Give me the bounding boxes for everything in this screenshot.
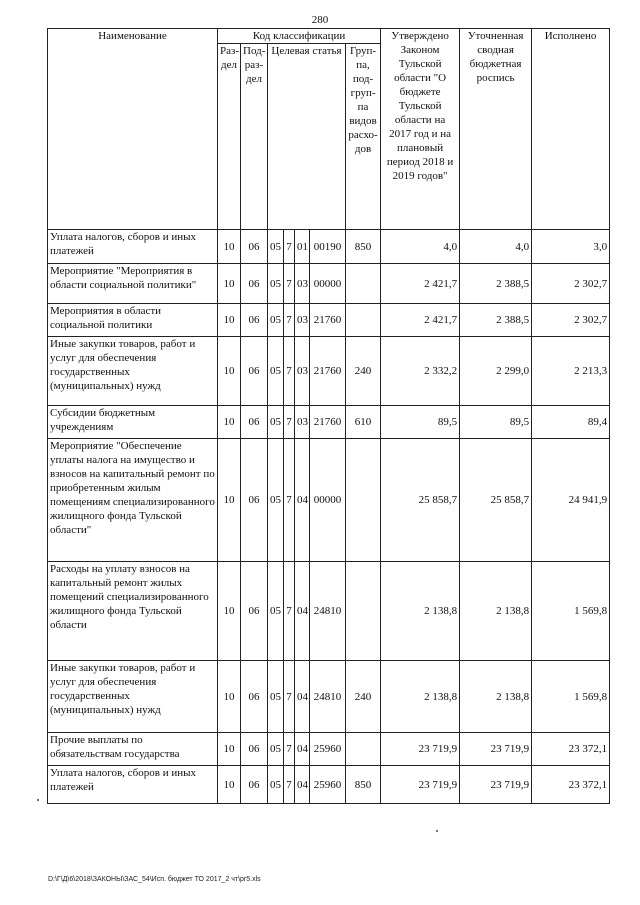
row-approved: 25 858,7 <box>381 439 460 562</box>
row-target-program: 05 <box>268 304 284 337</box>
header-target-item: Целевая статья <box>268 44 346 230</box>
row-executed: 1 569,8 <box>532 661 610 733</box>
row-subsection: 06 <box>241 304 268 337</box>
row-target-event: 03 <box>295 304 310 337</box>
row-target-type: 7 <box>284 337 295 406</box>
row-target-program: 05 <box>268 439 284 562</box>
row-subsection: 06 <box>241 439 268 562</box>
row-target-type: 7 <box>284 733 295 766</box>
row-target-direction: 21760 <box>310 337 346 406</box>
row-executed: 2 302,7 <box>532 264 610 304</box>
row-name: Мероприятие "Обеспечение уплаты налога на имущество и взносов на капитальный ремонт по приобретенным жилым помещениям специализированного жилищного фонда Тульской области" <box>48 439 218 562</box>
row-executed: 23 372,1 <box>532 733 610 766</box>
header-section: Раз-дел <box>218 44 241 230</box>
row-refined: 2 299,0 <box>460 337 532 406</box>
table-row <box>48 439 610 562</box>
header-name: Наименование <box>48 29 218 230</box>
row-section: 10 <box>218 230 241 264</box>
row-approved: 2 421,7 <box>381 304 460 337</box>
header-refined: Уточненная сводная бюджетная роспись <box>460 29 532 230</box>
scan-mark <box>37 799 39 801</box>
table-row <box>48 406 610 439</box>
header-expense-group: Груп-па, под-груп-па видов расхо-дов <box>346 44 381 230</box>
row-expense-group: 850 <box>346 766 381 804</box>
table-row <box>48 304 610 337</box>
row-subsection: 06 <box>241 230 268 264</box>
row-section: 10 <box>218 733 241 766</box>
header-subsection: Под-раз-дел <box>241 44 268 230</box>
row-subsection: 06 <box>241 733 268 766</box>
row-target-type: 7 <box>284 439 295 562</box>
row-refined: 2 388,5 <box>460 304 532 337</box>
row-target-program: 05 <box>268 264 284 304</box>
row-section: 10 <box>218 264 241 304</box>
row-target-event: 04 <box>295 439 310 562</box>
row-refined: 23 719,9 <box>460 733 532 766</box>
row-name: Иные закупки товаров, работ и услуг для обеспечения государственных (муниципальных) нужд <box>48 661 218 733</box>
row-section: 10 <box>218 766 241 804</box>
row-name: Иные закупки товаров, работ и услуг для обеспечения государственных (муниципальных) нужд <box>48 337 218 406</box>
row-target-direction: 00190 <box>310 230 346 264</box>
row-target-direction: 24810 <box>310 562 346 661</box>
row-target-program: 05 <box>268 337 284 406</box>
row-name: Мероприятия в области социальной политики <box>48 304 218 337</box>
row-target-type: 7 <box>284 562 295 661</box>
row-approved: 2 421,7 <box>381 264 460 304</box>
row-target-event: 03 <box>295 406 310 439</box>
row-section: 10 <box>218 337 241 406</box>
row-executed: 2 213,3 <box>532 337 610 406</box>
row-refined: 2 138,8 <box>460 562 532 661</box>
row-approved: 4,0 <box>381 230 460 264</box>
row-section: 10 <box>218 439 241 562</box>
table-row <box>48 661 610 733</box>
row-expense-group: 240 <box>346 337 381 406</box>
row-refined: 25 858,7 <box>460 439 532 562</box>
row-executed: 89,4 <box>532 406 610 439</box>
row-subsection: 06 <box>241 661 268 733</box>
row-subsection: 06 <box>241 766 268 804</box>
table-row <box>48 337 610 406</box>
row-expense-group: 610 <box>346 406 381 439</box>
row-expense-group <box>346 562 381 661</box>
row-target-direction: 21760 <box>310 406 346 439</box>
row-target-event: 04 <box>295 733 310 766</box>
row-target-program: 05 <box>268 562 284 661</box>
row-subsection: 06 <box>241 264 268 304</box>
row-approved: 23 719,9 <box>381 766 460 804</box>
row-target-type: 7 <box>284 661 295 733</box>
row-name: Субсидии бюджетным учреждениям <box>48 406 218 439</box>
row-name: Уплата налогов, сборов и иных платежей <box>48 230 218 264</box>
row-approved: 2 138,8 <box>381 661 460 733</box>
header-row-top <box>48 29 610 44</box>
row-target-event: 04 <box>295 661 310 733</box>
header-classification: Код классификации <box>218 29 381 44</box>
row-expense-group <box>346 733 381 766</box>
row-target-program: 05 <box>268 406 284 439</box>
row-executed: 1 569,8 <box>532 562 610 661</box>
row-target-direction: 00000 <box>310 264 346 304</box>
row-refined: 23 719,9 <box>460 766 532 804</box>
table-row <box>48 264 610 304</box>
row-expense-group: 240 <box>346 661 381 733</box>
row-target-direction: 25960 <box>310 766 346 804</box>
row-expense-group <box>346 439 381 562</box>
row-approved: 23 719,9 <box>381 733 460 766</box>
row-subsection: 06 <box>241 562 268 661</box>
row-refined: 89,5 <box>460 406 532 439</box>
row-section: 10 <box>218 406 241 439</box>
row-target-type: 7 <box>284 304 295 337</box>
row-target-direction: 24810 <box>310 661 346 733</box>
row-section: 10 <box>218 562 241 661</box>
row-subsection: 06 <box>241 337 268 406</box>
header-approved: Утверждено Законом Тульской области "О бюджете Тульской области на 2017 год и на плановый период 2018 и 2019 годов" <box>381 29 460 230</box>
row-section: 10 <box>218 661 241 733</box>
row-target-program: 05 <box>268 733 284 766</box>
row-approved: 2 138,8 <box>381 562 460 661</box>
row-target-program: 05 <box>268 230 284 264</box>
row-refined: 2 138,8 <box>460 661 532 733</box>
scan-mark <box>436 830 438 832</box>
table-row <box>48 766 610 804</box>
row-target-direction: 00000 <box>310 439 346 562</box>
budget-execution-table <box>47 28 610 804</box>
row-name: Прочие выплаты по обязательствам государства <box>48 733 218 766</box>
row-target-type: 7 <box>284 766 295 804</box>
row-name: Уплата налогов, сборов и иных платежей <box>48 766 218 804</box>
row-expense-group <box>346 264 381 304</box>
row-target-program: 05 <box>268 661 284 733</box>
footer-file-path: D:\Г\Д\6\2018\ЗАКОНЫ\ЗАС_54\Исп. бюджет ТО 2017_2 чт\pr5.xls <box>48 876 261 883</box>
row-approved: 2 332,2 <box>381 337 460 406</box>
row-target-event: 03 <box>295 337 310 406</box>
row-target-type: 7 <box>284 230 295 264</box>
row-name: Расходы на уплату взносов на капитальный ремонт жилых помещений специализированного жилищного фонда Тульской области <box>48 562 218 661</box>
row-target-event: 03 <box>295 264 310 304</box>
row-executed: 24 941,9 <box>532 439 610 562</box>
row-refined: 4,0 <box>460 230 532 264</box>
row-target-type: 7 <box>284 406 295 439</box>
row-expense-group: 850 <box>346 230 381 264</box>
row-target-event: 04 <box>295 766 310 804</box>
row-executed: 23 372,1 <box>532 766 610 804</box>
table-row <box>48 230 610 264</box>
row-approved: 89,5 <box>381 406 460 439</box>
row-target-event: 01 <box>295 230 310 264</box>
row-section: 10 <box>218 304 241 337</box>
table-row <box>48 562 610 661</box>
row-target-program: 05 <box>268 766 284 804</box>
row-subsection: 06 <box>241 406 268 439</box>
row-name: Мероприятие "Мероприятия в области социальной политики" <box>48 264 218 304</box>
row-executed: 2 302,7 <box>532 304 610 337</box>
row-expense-group <box>346 304 381 337</box>
page-number: 280 <box>311 14 329 26</box>
row-executed: 3,0 <box>532 230 610 264</box>
header-executed: Исполнено <box>532 29 610 230</box>
row-refined: 2 388,5 <box>460 264 532 304</box>
row-target-direction: 21760 <box>310 304 346 337</box>
table-row <box>48 733 610 766</box>
row-target-event: 04 <box>295 562 310 661</box>
row-target-type: 7 <box>284 264 295 304</box>
row-target-direction: 25960 <box>310 733 346 766</box>
